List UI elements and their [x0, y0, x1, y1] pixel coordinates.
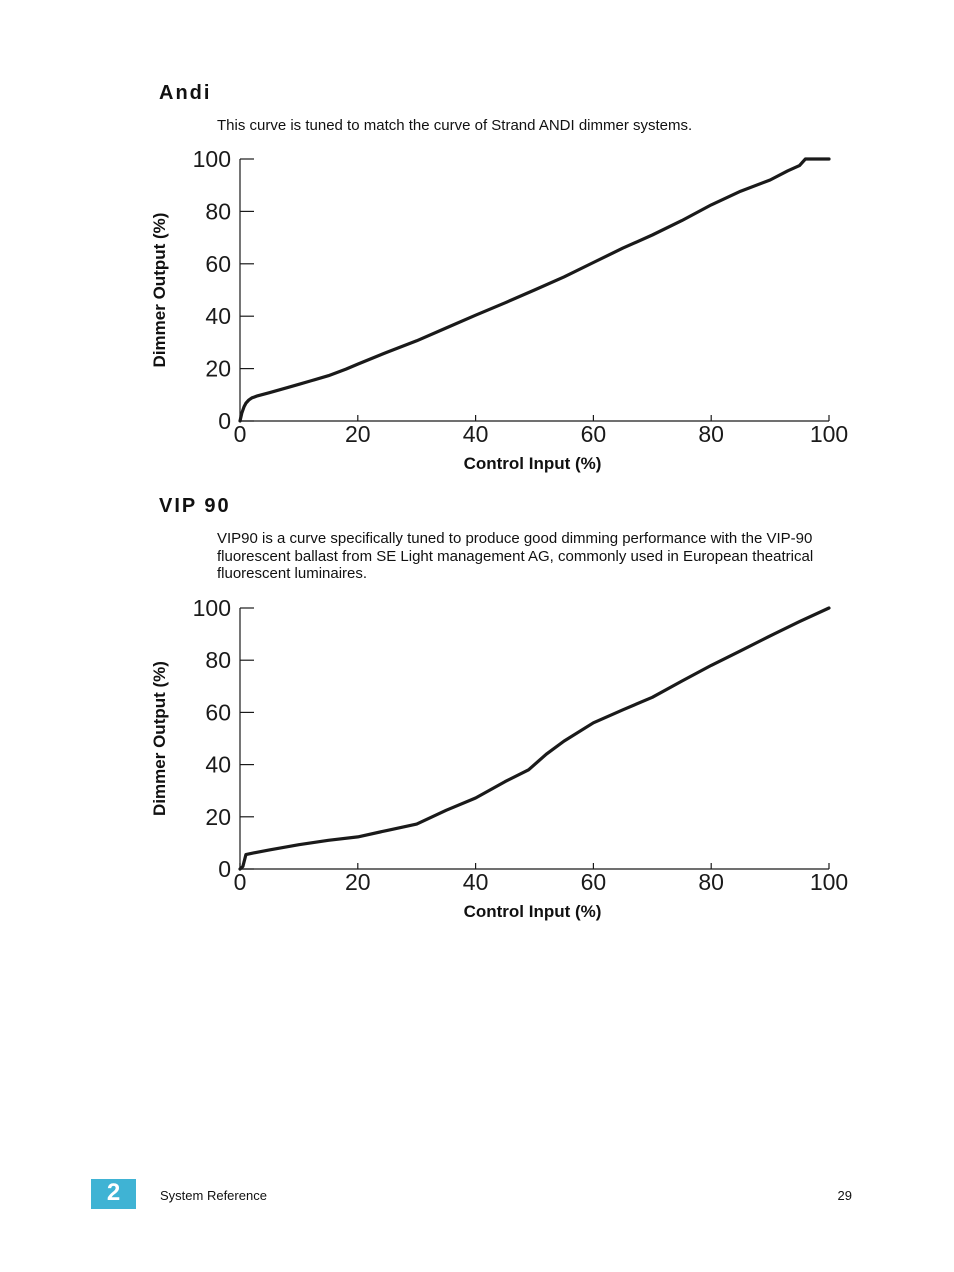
section-description-vip90: VIP90 is a curve specifically tuned to produce good dimming performance with the VIP-90 fluorescent ballast from SE Light management AG, commonly used in European theatrical fluorescent luminaires.	[217, 530, 814, 582]
curve-series-line	[240, 608, 829, 869]
x-tick-label: 60	[580, 421, 607, 447]
section-title-andi: Andi	[159, 82, 212, 104]
x-tick-label: 100	[809, 869, 849, 895]
y-tick-label: 80	[205, 198, 231, 225]
x-tick-label: 0	[233, 869, 247, 895]
x-axis-label: Control Input (%)	[463, 902, 602, 921]
section-title-vip90: VIP 90	[159, 495, 231, 517]
x-tick-label: 20	[345, 869, 371, 895]
x-axis-label: Control Input (%)	[463, 454, 602, 473]
x-tick-label: 80	[698, 869, 724, 895]
x-tick-label: 40	[462, 421, 489, 447]
x-tick-label: 80	[698, 421, 724, 447]
y-axis-label: Dimmer Output (%)	[150, 661, 169, 816]
footer-page-number: 29	[837, 1188, 852, 1203]
y-tick-label: 40	[205, 303, 231, 330]
y-tick-label: 60	[205, 250, 231, 277]
x-tick-label: 40	[462, 869, 489, 895]
x-tick-label: 20	[345, 421, 371, 447]
x-tick-label: 0	[233, 421, 247, 447]
y-tick-label: 20	[205, 355, 231, 382]
section-description-andi: This curve is tuned to match the curve of Strand ANDI dimmer systems.	[217, 117, 693, 134]
y-tick-label: 100	[192, 146, 231, 172]
y-axis-label: Dimmer Output (%)	[150, 212, 169, 368]
x-tick-label: 60	[580, 869, 607, 895]
y-tick-label: 100	[192, 595, 231, 621]
y-tick-label: 80	[205, 647, 231, 674]
chapter-number-badge: 2	[91, 1179, 136, 1209]
footer-section-name: System Reference	[160, 1188, 267, 1203]
x-tick-label: 100	[809, 421, 849, 447]
y-tick-label: 20	[205, 803, 231, 830]
y-tick-label: 0	[218, 856, 231, 882]
y-tick-label: 40	[205, 751, 231, 778]
y-tick-label: 60	[205, 699, 231, 726]
y-tick-label: 0	[218, 408, 231, 434]
